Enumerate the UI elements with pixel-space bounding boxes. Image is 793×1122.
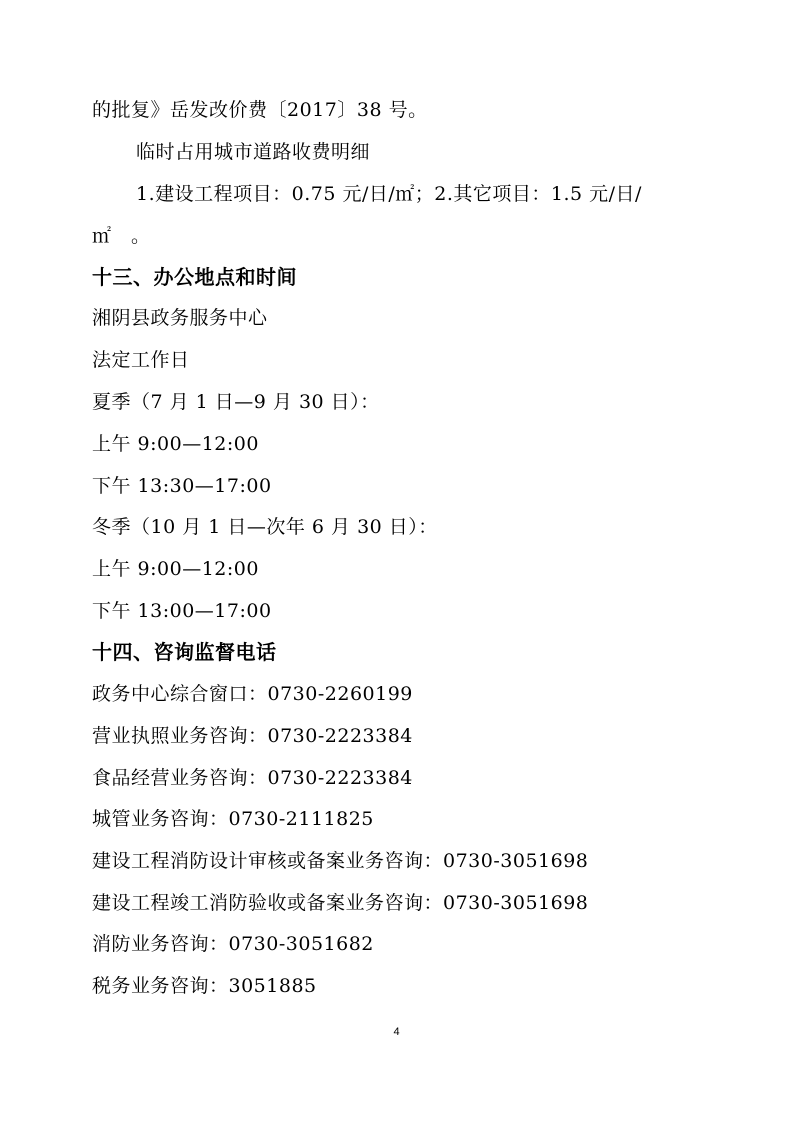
section-13-heading: 十三、办公地点和时间: [92, 265, 297, 289]
summer-afternoon-hours: 下午 13:30—17:00: [92, 475, 272, 497]
section-14-heading: 十四、咨询监督电话: [92, 640, 277, 664]
phone-service-center: 政务中心综合窗口：0730-2260199: [92, 683, 413, 705]
summer-period: 夏季（7 月 1 日—9 月 30 日）：: [92, 391, 380, 413]
fee-detail-line-2: ㎡ 。: [92, 225, 151, 247]
working-days: 法定工作日: [92, 349, 190, 371]
winter-afternoon-hours: 下午 13:00—17:00: [92, 600, 272, 622]
fee-title: 临时占用城市道路收费明细: [136, 141, 371, 163]
winter-period: 冬季（10 月 1 日—次年 6 月 30 日）：: [92, 516, 438, 538]
phone-fire-design-review: 建设工程消防设计审核或备案业务咨询：0730-3051698: [92, 850, 589, 872]
fee-detail-line-1: 1.建设工程项目：0.75 元/日/㎡；2.其它项目：1.5 元/日/: [136, 183, 642, 205]
summer-morning-hours: 上午 9:00—12:00: [92, 433, 259, 455]
phone-fire-service: 消防业务咨询：0730-3051682: [92, 933, 374, 955]
winter-morning-hours: 上午 9:00—12:00: [92, 558, 259, 580]
phone-tax-service: 税务业务咨询：3051885: [92, 975, 317, 997]
continuation-text: 的批复》岳发改价费〔2017〕38 号。: [92, 99, 428, 121]
phone-business-license: 营业执照业务咨询：0730-2223384: [92, 725, 413, 747]
phone-food-business: 食品经营业务咨询：0730-2223384: [92, 767, 413, 789]
page-number: 4: [393, 1026, 400, 1038]
phone-fire-acceptance: 建设工程竣工消防验收或备案业务咨询：0730-3051698: [92, 892, 589, 914]
office-location: 湘阴县政务服务中心: [92, 307, 268, 329]
phone-urban-management: 城管业务咨询：0730-2111825: [92, 808, 374, 830]
